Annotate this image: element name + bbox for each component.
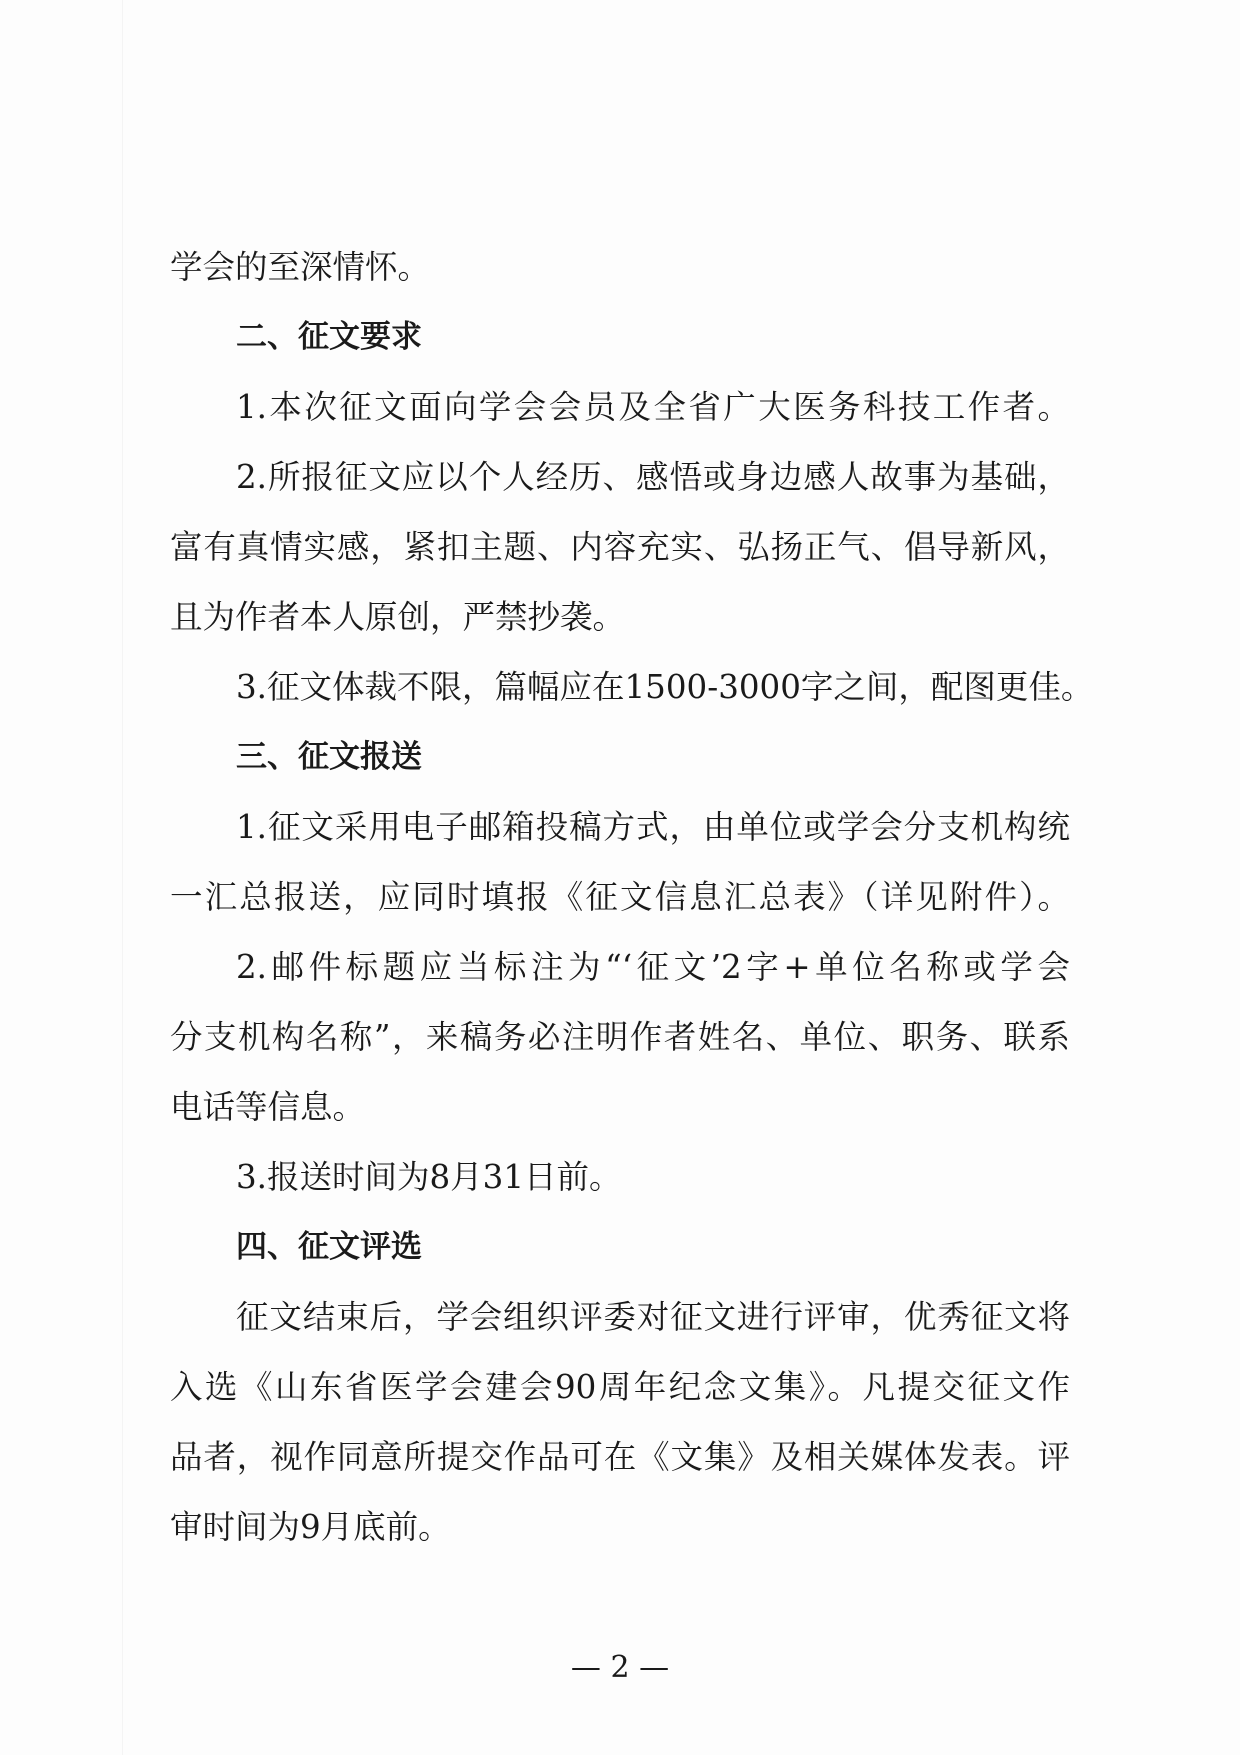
page-number: — 2 —: [570, 1650, 670, 1685]
paragraph-first-line: 2.所报征文应以个人经历、感悟或身边感人故事为基础，: [236, 458, 1070, 496]
paragraph-line: 且为作者本人原创，严禁抄袭。: [170, 598, 626, 636]
section-heading: 四、征文评选: [236, 1229, 422, 1265]
paragraph-first-line: 1.本次征文面向学会会员及全省广大医务科技工作者。: [236, 388, 1070, 426]
paragraph-line: 审时间为9月底前。: [170, 1508, 451, 1546]
paragraph-first-line: 2.邮件标题应当标注为“‘征文’2字+单位名称或学会: [236, 948, 1070, 986]
paragraph-line: 一汇总报送，应同时填报《征文信息汇总表》（详见附件）。: [170, 878, 1070, 916]
paragraph-line: 入选《山东省医学会建会90周年纪念文集》。凡提交征文作: [170, 1368, 1070, 1406]
document-body: [170, 232, 1094, 1562]
paragraph-first-line: 3.征文体裁不限，篇幅应在1500-3000字之间，配图更佳。: [236, 668, 1094, 706]
paragraph-line: 学会的至深情怀。: [170, 248, 431, 286]
paragraph-first-line: 1.征文采用电子邮箱投稿方式，由单位或学会分支机构统: [236, 808, 1070, 846]
paragraph-first-line: 3.报送时间为8月31日前。: [236, 1158, 622, 1196]
paragraph-line: 分支机构名称”，来稿务必注明作者姓名、单位、职务、联系: [170, 1018, 1070, 1056]
paragraph-line: 品者，视作同意所提交作品可在《文集》及相关媒体发表。评: [170, 1438, 1070, 1476]
section-heading: 三、征文报送: [236, 739, 422, 775]
paragraph-line: 电话等信息。: [170, 1088, 366, 1126]
section-heading: 二、征文要求: [236, 319, 422, 355]
paragraph-first-line: 征文结束后，学会组织评委对征文进行评审，优秀征文将: [236, 1298, 1070, 1336]
paragraph-line: 富有真情实感，紧扣主题、内容充实、弘扬正气、倡导新风，: [170, 528, 1070, 566]
